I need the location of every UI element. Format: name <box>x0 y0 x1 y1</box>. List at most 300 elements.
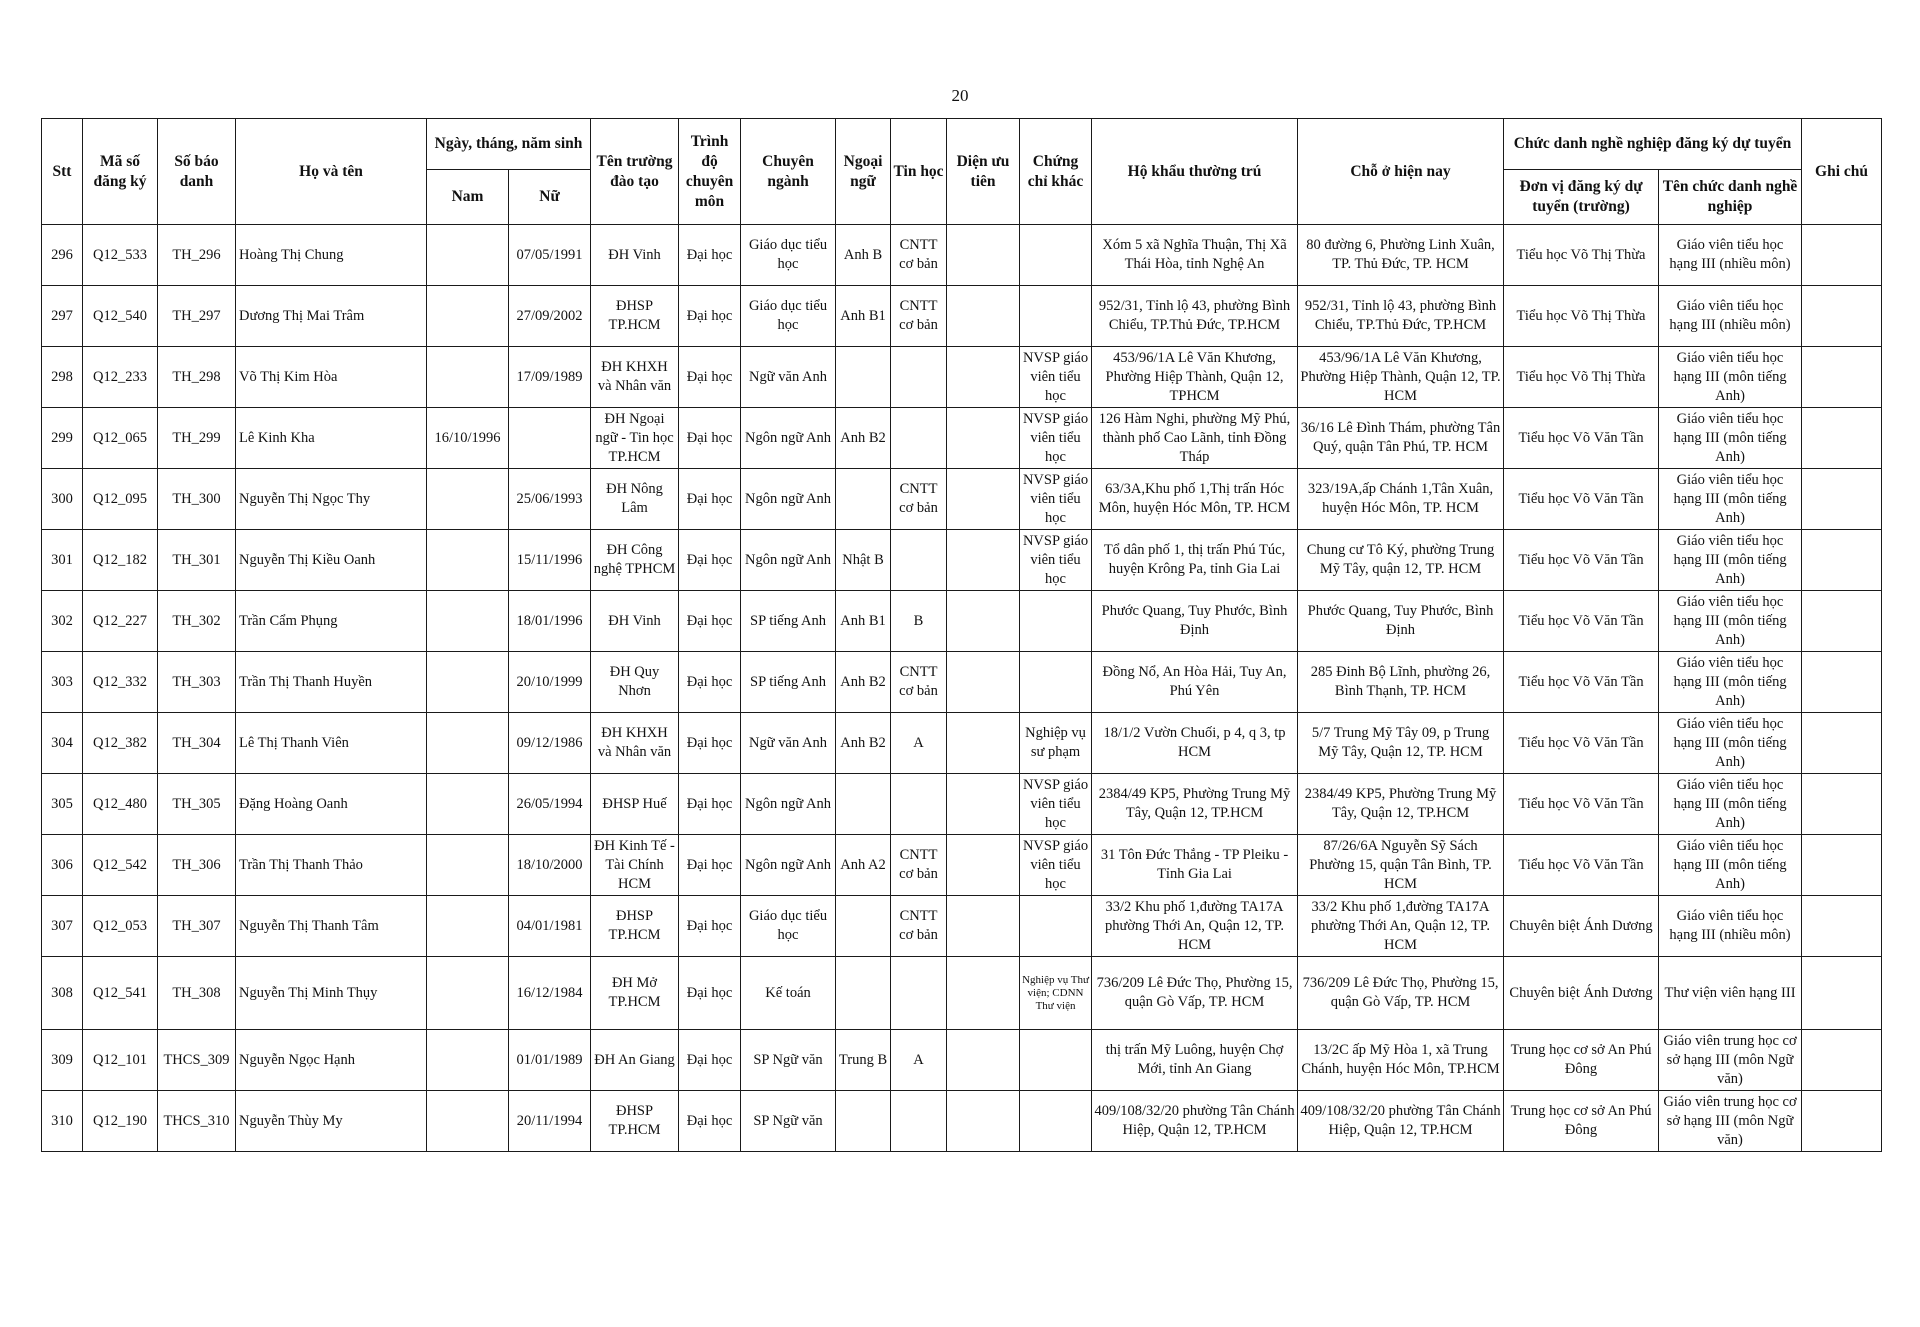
col-don-vi: Đơn vị đăng ký dự tuyển (trường) <box>1504 170 1659 225</box>
cell-cho-o: 952/31, Tỉnh lộ 43, phường Bình Chiểu, TP.Thủ Đức, TP.HCM <box>1298 286 1504 347</box>
cell-chung-chi: Nghiệp vụ sư phạm <box>1020 713 1092 774</box>
cell-stt: 299 <box>42 408 83 469</box>
cell-tin-hoc <box>891 957 947 1030</box>
cell-stt: 300 <box>42 469 83 530</box>
cell-nu: 27/09/2002 <box>509 286 591 347</box>
col-ma-so: Mã số đăng ký <box>83 119 158 225</box>
cell-nam <box>427 591 509 652</box>
cell-truong: ĐH Ngoại ngữ - Tin học TP.HCM <box>591 408 679 469</box>
col-trinh-do: Trình độ chuyên môn <box>679 119 741 225</box>
cell-ma-so: Q12_053 <box>83 896 158 957</box>
cell-chuyen-nganh: SP tiếng Anh <box>741 652 836 713</box>
table-row <box>42 1091 1882 1152</box>
col-chuyen-nganh: Chuyên ngành <box>741 119 836 225</box>
table-row <box>42 530 1882 591</box>
cell-trinh-do: Đại học <box>679 835 741 896</box>
cell-stt: 308 <box>42 957 83 1030</box>
cell-ho-khau: Phước Quang, Tuy Phước, Bình Định <box>1092 591 1298 652</box>
cell-cho-o: 285 Đinh Bộ Lĩnh, phường 26, Bình Thạnh, TP. HCM <box>1298 652 1504 713</box>
cell-cho-o: 323/19A,ấp Chánh 1,Tân Xuân, huyện Hóc Môn, TP. HCM <box>1298 469 1504 530</box>
cell-truong: ĐH Công nghệ TPHCM <box>591 530 679 591</box>
cell-chuc-danh: Giáo viên tiểu học hạng III (môn tiếng Anh) <box>1659 469 1802 530</box>
cell-chung-chi <box>1020 1030 1092 1091</box>
cell-chuc-danh: Giáo viên trung học cơ sở hạng III (môn Ngữ văn) <box>1659 1091 1802 1152</box>
cell-ngoai-ngu: Anh A2 <box>836 835 891 896</box>
col-tin-hoc: Tin học <box>891 119 947 225</box>
cell-chuyen-nganh: Ngôn ngữ Anh <box>741 835 836 896</box>
cell-chuc-danh: Giáo viên tiểu học hạng III (môn tiếng Anh) <box>1659 774 1802 835</box>
cell-ngoai-ngu: Anh B1 <box>836 591 891 652</box>
cell-so-bao-danh: TH_300 <box>158 469 236 530</box>
cell-chuyen-nganh: Ngữ văn Anh <box>741 713 836 774</box>
cell-chuyen-nganh: Ngôn ngữ Anh <box>741 774 836 835</box>
cell-ngoai-ngu <box>836 896 891 957</box>
cell-dien-uu-tien <box>947 713 1020 774</box>
cell-dien-uu-tien <box>947 1091 1020 1152</box>
cell-ngoai-ngu <box>836 957 891 1030</box>
cell-chung-chi: NVSP giáo viên tiểu học <box>1020 469 1092 530</box>
cell-trinh-do: Đại học <box>679 530 741 591</box>
cell-truong: ĐH Kinh Tế - Tài Chính HCM <box>591 835 679 896</box>
cell-chuc-danh: Giáo viên tiểu học hạng III (môn tiếng Anh) <box>1659 835 1802 896</box>
cell-ho-ten: Nguyễn Thùy My <box>236 1091 427 1152</box>
cell-dien-uu-tien <box>947 957 1020 1030</box>
col-ho-ten: Họ và tên <box>236 119 427 225</box>
cell-nam <box>427 286 509 347</box>
cell-ma-so: Q12_540 <box>83 286 158 347</box>
cell-chuc-danh: Giáo viên tiểu học hạng III (môn tiếng Anh) <box>1659 347 1802 408</box>
cell-ho-khau: 18/1/2 Vườn Chuối, p 4, q 3, tp HCM <box>1092 713 1298 774</box>
table-row <box>42 408 1882 469</box>
cell-chuc-danh: Thư viện viên hạng III <box>1659 957 1802 1030</box>
cell-ho-ten: Trần Cẩm Phụng <box>236 591 427 652</box>
cell-stt: 296 <box>42 225 83 286</box>
cell-ho-khau: 736/209 Lê Đức Thọ, Phường 15, quận Gò Vấp, TP. HCM <box>1092 957 1298 1030</box>
cell-ho-khau: 33/2 Khu phố 1,đường TA17A phường Thới An, Quận 12, TP. HCM <box>1092 896 1298 957</box>
cell-stt: 297 <box>42 286 83 347</box>
cell-dien-uu-tien <box>947 469 1020 530</box>
cell-chuc-danh: Giáo viên tiểu học hạng III (môn tiếng Anh) <box>1659 713 1802 774</box>
header-row <box>42 119 1882 170</box>
cell-trinh-do: Đại học <box>679 896 741 957</box>
cell-dien-uu-tien <box>947 835 1020 896</box>
col-stt: Stt <box>42 119 83 225</box>
cell-don-vi: Chuyên biệt Ánh Dương <box>1504 957 1659 1030</box>
cell-tin-hoc <box>891 774 947 835</box>
cell-tin-hoc <box>891 408 947 469</box>
cell-trinh-do: Đại học <box>679 957 741 1030</box>
cell-ma-so: Q12_533 <box>83 225 158 286</box>
cell-ho-ten: Trần Thị Thanh Huyền <box>236 652 427 713</box>
cell-stt: 306 <box>42 835 83 896</box>
cell-ghi-chu <box>1802 774 1882 835</box>
cell-nam <box>427 652 509 713</box>
cell-chuc-danh: Giáo viên tiểu học hạng III (nhiều môn) <box>1659 225 1802 286</box>
cell-chuyen-nganh: Kế toán <box>741 957 836 1030</box>
cell-ghi-chu <box>1802 286 1882 347</box>
cell-so-bao-danh: TH_307 <box>158 896 236 957</box>
cell-truong: ĐH KHXH và Nhân văn <box>591 347 679 408</box>
cell-nu: 25/06/1993 <box>509 469 591 530</box>
cell-ho-ten: Lê Thị Thanh Viên <box>236 713 427 774</box>
cell-nu: 01/01/1989 <box>509 1030 591 1091</box>
cell-nam <box>427 713 509 774</box>
col-ten-chuc-danh: Tên chức danh nghề nghiệp <box>1659 170 1802 225</box>
cell-ho-ten: Đặng Hoàng Oanh <box>236 774 427 835</box>
cell-nam <box>427 957 509 1030</box>
cell-ho-khau: Đồng Nổ, An Hòa Hải, Tuy An, Phú Yên <box>1092 652 1298 713</box>
cell-don-vi: Tiểu học Võ Thị Thừa <box>1504 225 1659 286</box>
cell-ho-ten: Nguyễn Thị Minh Thụy <box>236 957 427 1030</box>
table-row <box>42 896 1882 957</box>
col-chuc-danh: Chức danh nghề nghiệp đăng ký dự tuyển <box>1504 119 1802 170</box>
cell-cho-o: 409/108/32/20 phường Tân Chánh Hiệp, Quận 12, TP.HCM <box>1298 1091 1504 1152</box>
col-ghi-chu: Ghi chú <box>1802 119 1882 225</box>
col-so-bao-danh: Số báo danh <box>158 119 236 225</box>
cell-don-vi: Tiểu học Võ Văn Tần <box>1504 591 1659 652</box>
cell-ghi-chu <box>1802 896 1882 957</box>
cell-so-bao-danh: TH_303 <box>158 652 236 713</box>
cell-tin-hoc <box>891 1091 947 1152</box>
cell-tin-hoc: CNTT cơ bản <box>891 286 947 347</box>
cell-chuc-danh: Giáo viên tiểu học hạng III (môn tiếng Anh) <box>1659 591 1802 652</box>
cell-ho-khau: 2384/49 KP5, Phường Trung Mỹ Tây, Quận 12, TP.HCM <box>1092 774 1298 835</box>
cell-ho-ten: Nguyễn Thị Kiều Oanh <box>236 530 427 591</box>
cell-dien-uu-tien <box>947 1030 1020 1091</box>
cell-cho-o: 36/16 Lê Đình Thám, phường Tân Quý, quận Tân Phú, TP. HCM <box>1298 408 1504 469</box>
cell-nu: 17/09/1989 <box>509 347 591 408</box>
cell-cho-o: 13/2C ấp Mỹ Hòa 1, xã Trung Chánh, huyện Hóc Môn, TP.HCM <box>1298 1030 1504 1091</box>
cell-trinh-do: Đại học <box>679 225 741 286</box>
cell-truong: ĐHSP Huế <box>591 774 679 835</box>
cell-cho-o: 2384/49 KP5, Phường Trung Mỹ Tây, Quận 12, TP.HCM <box>1298 774 1504 835</box>
cell-truong: ĐHSP TP.HCM <box>591 1091 679 1152</box>
cell-truong: ĐH Vinh <box>591 591 679 652</box>
cell-tin-hoc: A <box>891 713 947 774</box>
cell-cho-o: 736/209 Lê Đức Thọ, Phường 15, quận Gò Vấp, TP. HCM <box>1298 957 1504 1030</box>
cell-cho-o: 80 đường 6, Phường Linh Xuân, TP. Thủ Đức, TP. HCM <box>1298 225 1504 286</box>
cell-truong: ĐHSP TP.HCM <box>591 896 679 957</box>
cell-trinh-do: Đại học <box>679 591 741 652</box>
cell-chung-chi <box>1020 225 1092 286</box>
cell-chuc-danh: Giáo viên trung học cơ sở hạng III (môn Ngữ văn) <box>1659 1030 1802 1091</box>
cell-truong: ĐH KHXH và Nhân văn <box>591 713 679 774</box>
cell-ho-ten: Nguyễn Thị Ngọc Thy <box>236 469 427 530</box>
cell-tin-hoc: CNTT cơ bản <box>891 835 947 896</box>
cell-chuc-danh: Giáo viên tiểu học hạng III (môn tiếng Anh) <box>1659 408 1802 469</box>
cell-don-vi: Tiểu học Võ Văn Tần <box>1504 652 1659 713</box>
cell-chuyen-nganh: Ngôn ngữ Anh <box>741 469 836 530</box>
cell-don-vi: Tiểu học Võ Văn Tần <box>1504 835 1659 896</box>
col-nu: Nữ <box>509 170 591 225</box>
cell-ma-so: Q12_095 <box>83 469 158 530</box>
cell-cho-o: Chung cư Tô Ký, phường Trung Mỹ Tây, quận 12, TP. HCM <box>1298 530 1504 591</box>
cell-chung-chi: NVSP giáo viên tiểu học <box>1020 835 1092 896</box>
cell-trinh-do: Đại học <box>679 1091 741 1152</box>
cell-ma-so: Q12_480 <box>83 774 158 835</box>
cell-ho-khau: Tổ dân phố 1, thị trấn Phú Túc, huyện Krông Pa, tỉnh Gia Lai <box>1092 530 1298 591</box>
col-dien-uu-tien: Diện ưu tiên <box>947 119 1020 225</box>
cell-chuyen-nganh: Ngữ văn Anh <box>741 347 836 408</box>
cell-nu: 20/10/1999 <box>509 652 591 713</box>
table-row <box>42 1030 1882 1091</box>
cell-tin-hoc: CNTT cơ bản <box>891 652 947 713</box>
cell-chung-chi <box>1020 286 1092 347</box>
cell-ho-khau: 409/108/32/20 phường Tân Chánh Hiệp, Quận 12, TP.HCM <box>1092 1091 1298 1152</box>
cell-chuyen-nganh: Giáo dục tiểu học <box>741 225 836 286</box>
cell-don-vi: Tiểu học Võ Văn Tần <box>1504 469 1659 530</box>
cell-dien-uu-tien <box>947 591 1020 652</box>
cell-ghi-chu <box>1802 408 1882 469</box>
table-row <box>42 286 1882 347</box>
cell-cho-o: 5/7 Trung Mỹ Tây 09, p Trung Mỹ Tây, Quận 12, TP. HCM <box>1298 713 1504 774</box>
cell-dien-uu-tien <box>947 408 1020 469</box>
cell-ngoai-ngu: Trung B <box>836 1030 891 1091</box>
cell-chung-chi <box>1020 591 1092 652</box>
cell-chung-chi <box>1020 652 1092 713</box>
cell-nu: 18/10/2000 <box>509 835 591 896</box>
cell-stt: 310 <box>42 1091 83 1152</box>
cell-nu <box>509 408 591 469</box>
cell-so-bao-danh: TH_297 <box>158 286 236 347</box>
cell-ma-so: Q12_101 <box>83 1030 158 1091</box>
cell-truong: ĐHSP TP.HCM <box>591 286 679 347</box>
table-row <box>42 713 1882 774</box>
cell-ngoai-ngu <box>836 774 891 835</box>
cell-tin-hoc <box>891 530 947 591</box>
cell-ngoai-ngu: Anh B <box>836 225 891 286</box>
cell-don-vi: Tiểu học Võ Văn Tần <box>1504 713 1659 774</box>
cell-cho-o: 453/96/1A Lê Văn Khương, Phường Hiệp Thành, Quận 12, TP. HCM <box>1298 347 1504 408</box>
cell-tin-hoc: A <box>891 1030 947 1091</box>
cell-so-bao-danh: TH_302 <box>158 591 236 652</box>
cell-ghi-chu <box>1802 225 1882 286</box>
cell-chuyen-nganh: SP Ngữ văn <box>741 1091 836 1152</box>
candidate-table <box>41 118 1882 1152</box>
cell-ghi-chu <box>1802 652 1882 713</box>
cell-ma-so: Q12_382 <box>83 713 158 774</box>
table-row <box>42 652 1882 713</box>
cell-ngoai-ngu: Nhật B <box>836 530 891 591</box>
cell-ngoai-ngu: Anh B2 <box>836 652 891 713</box>
cell-ghi-chu <box>1802 530 1882 591</box>
table-row <box>42 591 1882 652</box>
cell-ho-khau: 952/31, Tỉnh lộ 43, phường Bình Chiểu, TP.Thủ Đức, TP.HCM <box>1092 286 1298 347</box>
cell-so-bao-danh: THCS_309 <box>158 1030 236 1091</box>
cell-ma-so: Q12_233 <box>83 347 158 408</box>
cell-so-bao-danh: TH_298 <box>158 347 236 408</box>
cell-dien-uu-tien <box>947 286 1020 347</box>
cell-dien-uu-tien <box>947 225 1020 286</box>
cell-chuc-danh: Giáo viên tiểu học hạng III (nhiều môn) <box>1659 286 1802 347</box>
cell-nam: 16/10/1996 <box>427 408 509 469</box>
cell-truong: ĐH Mở TP.HCM <box>591 957 679 1030</box>
cell-stt: 301 <box>42 530 83 591</box>
cell-stt: 302 <box>42 591 83 652</box>
cell-ma-so: Q12_182 <box>83 530 158 591</box>
cell-chuc-danh: Giáo viên tiểu học hạng III (nhiều môn) <box>1659 896 1802 957</box>
cell-nam <box>427 774 509 835</box>
cell-so-bao-danh: TH_301 <box>158 530 236 591</box>
cell-trinh-do: Đại học <box>679 408 741 469</box>
cell-chung-chi: NVSP giáo viên tiểu học <box>1020 408 1092 469</box>
cell-ho-ten: Nguyễn Thị Thanh Tâm <box>236 896 427 957</box>
cell-chuyen-nganh: Ngôn ngữ Anh <box>741 530 836 591</box>
cell-stt: 305 <box>42 774 83 835</box>
cell-trinh-do: Đại học <box>679 347 741 408</box>
cell-nam <box>427 1030 509 1091</box>
cell-nam <box>427 347 509 408</box>
cell-don-vi: Chuyên biệt Ánh Dương <box>1504 896 1659 957</box>
cell-truong: ĐH Nông Lâm <box>591 469 679 530</box>
cell-ngoai-ngu <box>836 1091 891 1152</box>
cell-so-bao-danh: TH_308 <box>158 957 236 1030</box>
cell-nu: 26/05/1994 <box>509 774 591 835</box>
table-row <box>42 957 1882 1030</box>
cell-ghi-chu <box>1802 1030 1882 1091</box>
cell-tin-hoc: CNTT cơ bản <box>891 896 947 957</box>
cell-truong: ĐH Vinh <box>591 225 679 286</box>
cell-ho-khau: Xóm 5 xã Nghĩa Thuận, Thị Xã Thái Hòa, tỉnh Nghệ An <box>1092 225 1298 286</box>
cell-nam <box>427 896 509 957</box>
cell-truong: ĐH An Giang <box>591 1030 679 1091</box>
cell-stt: 309 <box>42 1030 83 1091</box>
cell-stt: 304 <box>42 713 83 774</box>
cell-nam <box>427 1091 509 1152</box>
cell-ngoai-ngu: Anh B2 <box>836 408 891 469</box>
table-row <box>42 225 1882 286</box>
cell-truong: ĐH Quy Nhơn <box>591 652 679 713</box>
cell-cho-o: Phước Quang, Tuy Phước, Bình Định <box>1298 591 1504 652</box>
cell-ma-so: Q12_541 <box>83 957 158 1030</box>
cell-don-vi: Tiểu học Võ Văn Tần <box>1504 530 1659 591</box>
cell-dien-uu-tien <box>947 896 1020 957</box>
col-chung-chi: Chứng chỉ khác <box>1020 119 1092 225</box>
cell-nam <box>427 530 509 591</box>
cell-ho-ten: Hoàng Thị Chung <box>236 225 427 286</box>
cell-cho-o: 33/2 Khu phố 1,đường TA17A phường Thới An, Quận 12, TP. HCM <box>1298 896 1504 957</box>
cell-ngoai-ngu <box>836 469 891 530</box>
cell-tin-hoc <box>891 347 947 408</box>
cell-nu: 04/01/1981 <box>509 896 591 957</box>
cell-so-bao-danh: TH_296 <box>158 225 236 286</box>
cell-trinh-do: Đại học <box>679 286 741 347</box>
cell-tin-hoc: CNTT cơ bản <box>891 225 947 286</box>
cell-ho-ten: Dương Thị Mai Trâm <box>236 286 427 347</box>
cell-so-bao-danh: TH_305 <box>158 774 236 835</box>
col-ho-khau: Hộ khẩu thường trú <box>1092 119 1298 225</box>
col-ngoai-ngu: Ngoại ngữ <box>836 119 891 225</box>
cell-ghi-chu <box>1802 713 1882 774</box>
table-row <box>42 347 1882 408</box>
cell-chuyen-nganh: SP tiếng Anh <box>741 591 836 652</box>
cell-so-bao-danh: TH_299 <box>158 408 236 469</box>
col-ngay-sinh: Ngày, tháng, năm sinh <box>427 119 591 170</box>
cell-ho-khau: 126 Hàm Nghi, phường Mỹ Phú, thành phố Cao Lãnh, tỉnh Đồng Tháp <box>1092 408 1298 469</box>
cell-ma-so: Q12_190 <box>83 1091 158 1152</box>
cell-ho-khau: 453/96/1A Lê Văn Khương, Phường Hiệp Thành, Quận 12, TPHCM <box>1092 347 1298 408</box>
cell-ma-so: Q12_227 <box>83 591 158 652</box>
cell-ho-khau: 31 Tôn Đức Thắng - TP Pleiku - Tỉnh Gia Lai <box>1092 835 1298 896</box>
cell-nu: 07/05/1991 <box>509 225 591 286</box>
col-truong: Tên trường đào tạo <box>591 119 679 225</box>
cell-dien-uu-tien <box>947 530 1020 591</box>
cell-ma-so: Q12_542 <box>83 835 158 896</box>
cell-chuc-danh: Giáo viên tiểu học hạng III (môn tiếng Anh) <box>1659 530 1802 591</box>
cell-ghi-chu <box>1802 835 1882 896</box>
cell-nu: 16/12/1984 <box>509 957 591 1030</box>
cell-dien-uu-tien <box>947 347 1020 408</box>
cell-trinh-do: Đại học <box>679 652 741 713</box>
cell-ghi-chu <box>1802 591 1882 652</box>
cell-dien-uu-tien <box>947 774 1020 835</box>
cell-tin-hoc: CNTT cơ bản <box>891 469 947 530</box>
table-row <box>42 469 1882 530</box>
cell-ghi-chu <box>1802 957 1882 1030</box>
cell-ho-khau: 63/3A,Khu phố 1,Thị trấn Hóc Môn, huyện Hóc Môn, TP. HCM <box>1092 469 1298 530</box>
cell-chuc-danh: Giáo viên tiểu học hạng III (môn tiếng Anh) <box>1659 652 1802 713</box>
cell-stt: 298 <box>42 347 83 408</box>
cell-don-vi: Tiểu học Võ Văn Tần <box>1504 408 1659 469</box>
cell-ho-ten: Lê Kinh Kha <box>236 408 427 469</box>
cell-ngoai-ngu: Anh B1 <box>836 286 891 347</box>
cell-chuyen-nganh: Giáo dục tiểu học <box>741 286 836 347</box>
page-number: 20 <box>951 86 969 105</box>
cell-don-vi: Tiểu học Võ Văn Tần <box>1504 774 1659 835</box>
cell-chung-chi: NVSP giáo viên tiểu học <box>1020 347 1092 408</box>
cell-stt: 303 <box>42 652 83 713</box>
cell-ho-ten: Trần Thị Thanh Thảo <box>236 835 427 896</box>
cell-chung-chi: NVSP giáo viên tiểu học <box>1020 530 1092 591</box>
col-nam: Nam <box>427 170 509 225</box>
table-row <box>42 835 1882 896</box>
cell-tin-hoc: B <box>891 591 947 652</box>
cell-so-bao-danh: TH_304 <box>158 713 236 774</box>
cell-ho-ten: Võ Thị Kim Hòa <box>236 347 427 408</box>
table-row <box>42 774 1882 835</box>
cell-ma-so: Q12_065 <box>83 408 158 469</box>
cell-chung-chi <box>1020 1091 1092 1152</box>
cell-trinh-do: Đại học <box>679 1030 741 1091</box>
cell-nu: 15/11/1996 <box>509 530 591 591</box>
cell-cho-o: 87/26/6A Nguyễn Sỹ Sách Phường 15, quận Tân Bình, TP. HCM <box>1298 835 1504 896</box>
cell-chuyen-nganh: Ngôn ngữ Anh <box>741 408 836 469</box>
cell-ho-ten: Nguyễn Ngọc Hạnh <box>236 1030 427 1091</box>
cell-nam <box>427 469 509 530</box>
cell-don-vi: Tiểu học Võ Thị Thừa <box>1504 347 1659 408</box>
cell-chung-chi: NVSP giáo viên tiểu học <box>1020 774 1092 835</box>
cell-nu: 18/01/1996 <box>509 591 591 652</box>
cell-chung-chi: Nghiệp vụ Thư viện; CDNN Thư viện <box>1020 957 1092 1030</box>
cell-nu: 20/11/1994 <box>509 1091 591 1152</box>
cell-don-vi: Trung học cơ sở An Phú Đông <box>1504 1091 1659 1152</box>
cell-ghi-chu <box>1802 1091 1882 1152</box>
cell-trinh-do: Đại học <box>679 774 741 835</box>
cell-chuyen-nganh: Giáo dục tiểu học <box>741 896 836 957</box>
cell-chuyen-nganh: SP Ngữ văn <box>741 1030 836 1091</box>
cell-trinh-do: Đại học <box>679 713 741 774</box>
cell-nam <box>427 835 509 896</box>
cell-ghi-chu <box>1802 347 1882 408</box>
cell-ngoai-ngu: Anh B2 <box>836 713 891 774</box>
cell-ghi-chu <box>1802 469 1882 530</box>
col-cho-o: Chỗ ở hiện nay <box>1298 119 1504 225</box>
cell-chung-chi <box>1020 896 1092 957</box>
cell-nu: 09/12/1986 <box>509 713 591 774</box>
cell-ho-khau: thị trấn Mỹ Luông, huyện Chợ Mới, tỉnh An Giang <box>1092 1030 1298 1091</box>
cell-don-vi: Tiểu học Võ Thị Thừa <box>1504 286 1659 347</box>
cell-dien-uu-tien <box>947 652 1020 713</box>
